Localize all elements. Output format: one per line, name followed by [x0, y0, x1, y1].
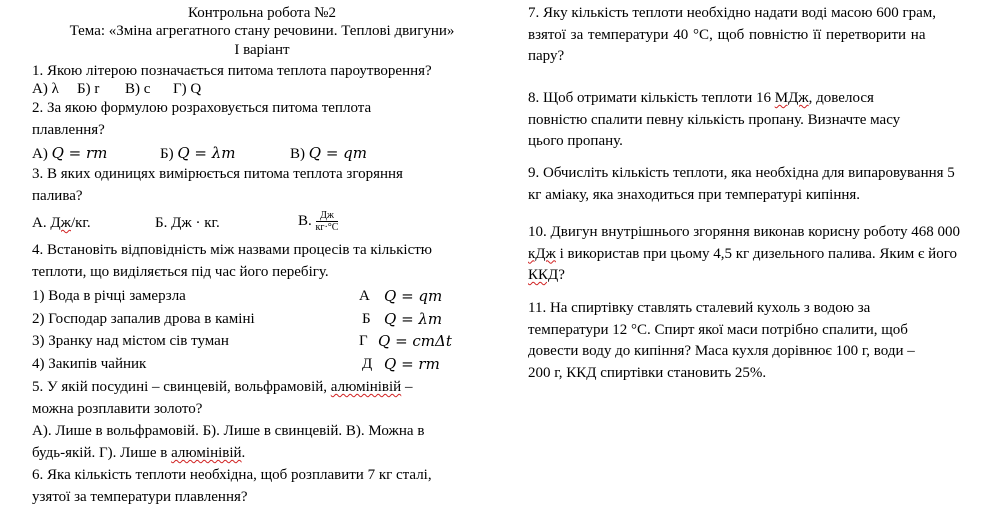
q4-letter-3: Г: [359, 333, 368, 349]
q3-option-a-suffix: /кг.: [70, 215, 91, 231]
q5-options-line2-text: будь-якій. Г). Лише в: [32, 445, 172, 461]
q9-paragraph: [528, 163, 977, 206]
q10-line2-text: і використав при цьому 4,5 кг дизельного палива. Яким є його: [555, 245, 957, 262]
test-topic: Тема: «Зміна агрегатного стану речовини. Теплові двигуни»: [69, 23, 455, 39]
q3-fraction-numerator: Дж: [316, 210, 339, 222]
q3-option-a-unit: Дж: [50, 215, 71, 231]
q4-text-line2: теплоти, що виділяється під час його перебігу.: [32, 264, 329, 280]
q2-option-a-label: А): [32, 146, 48, 162]
q2-option-c-label: В): [290, 146, 305, 162]
q2-text-line1: 2. За якою формулою розраховується питома теплота: [32, 100, 372, 116]
test-title: Контрольна робота №2: [188, 5, 336, 21]
q4-formula-4: Q = rm: [384, 355, 440, 373]
q3-option-a-prefix: А.: [32, 215, 51, 231]
q4-letter-2: Б: [362, 311, 371, 327]
q3-option-c: [298, 206, 338, 236]
q8-line1-unit: МДж: [774, 90, 809, 106]
q5-options-line2-end: .: [241, 445, 246, 461]
q1-text: 1. Якою літерою позначається питома теплота пароутворення?: [32, 63, 432, 79]
q5-line1-dash: –: [401, 379, 413, 395]
q1-option-d: Г) Q: [173, 81, 202, 97]
q10-line3-end: ?: [558, 267, 565, 283]
q4-formula-1: Q = qm: [384, 287, 443, 305]
q2-option-a: [32, 143, 107, 164]
q2-option-c-formula: Q = qm: [308, 144, 367, 162]
q3-option-c-label: В.: [298, 213, 312, 229]
q3-option-c-fraction: [316, 210, 339, 233]
q8-text-line3: цього пропану.: [528, 133, 623, 149]
q2-option-b-label: Б): [160, 146, 174, 162]
q8-text-line2: повністю спалити певну кількість пропану. Визначте масу: [528, 111, 901, 128]
q4-process-1: 1) Вода в річці замерзла: [32, 288, 186, 304]
q6-text-line1: 6. Яка кількість теплоти необхідна, щоб розплавити 7 кг сталі,: [32, 467, 432, 483]
q5-line1-text: 5. У якій посудині – свинцевій, вольфрамовій,: [32, 379, 331, 395]
q4-process-2: 2) Господар запалив дрова в каміні: [32, 311, 255, 327]
q3-fraction-denominator: кг·°С: [315, 222, 339, 234]
q3-text-line2: палива?: [32, 188, 83, 204]
q11-text-line3: довести воду до кипіння? Маса кухля дорівнює 100 г, води –: [528, 343, 915, 359]
q2-option-a-formula: Q = rm: [51, 144, 108, 162]
q5-text-line1: [32, 377, 412, 397]
q8-line1-end: , довелося: [808, 90, 874, 106]
q10-line2-unit: кДж: [528, 245, 556, 262]
q11-paragraph: [528, 298, 977, 384]
q11-text-line2: температури 12 °С. Спирт якої маси потрібно спалити, щоб: [528, 321, 908, 338]
q8-paragraph: [528, 88, 977, 153]
q5-options-line1: А). Лише в вольфрамовій. Б). Лише в свинцевій. В). Можна в: [32, 423, 425, 439]
q5-options-line2-word: алюмінівій: [171, 445, 242, 461]
q2-option-c: [290, 143, 367, 164]
q5-options-line2: [32, 443, 245, 463]
q9-text-line2: кг аміаку, яка знаходиться при температурі кипіння.: [528, 186, 861, 203]
q9-text-line1: 9. Обчисліть кількість теплоти, яка необхідна для випаровування 5: [528, 165, 955, 181]
q3-option-a: [32, 213, 91, 233]
variant-label: І варіант: [234, 42, 290, 58]
q2-text-line2: плавлення?: [32, 122, 105, 138]
q11-text-line1: 11. На спиртівку ставлять сталевий кухоль з водою за: [528, 300, 871, 316]
q10-paragraph: [528, 222, 977, 287]
q1-option-b: Б) r: [77, 81, 100, 97]
q4-process-4: 4) Закипів чайник: [32, 356, 147, 372]
q2-option-b: [160, 143, 236, 164]
q3-text-line1: 3. В яких одиницях вимірюється питома теплота згоряння: [32, 166, 403, 182]
q10-text-line1: 10. Двигун внутрішнього згоряння виконав корисну роботу 468 000: [528, 224, 960, 240]
q6-text-line2: узятої за температури плавлення?: [32, 489, 248, 505]
q4-formula-3: Q = cmΔt: [378, 332, 452, 350]
q10-text-line3: [528, 265, 977, 287]
q10-text-line2: [528, 244, 977, 266]
q1-option-a: А) λ: [32, 81, 59, 97]
q8-line1-text: 8. Щоб отримати кількість теплоти 16: [528, 90, 775, 106]
q4-process-3: 3) Зранку над містом сів туман: [32, 333, 229, 349]
q4-letter-4: Д: [362, 356, 373, 372]
q1-option-c: В) c: [125, 81, 151, 97]
q11-text-line4: 200 г, ККД спиртівки становить 25%.: [528, 364, 767, 381]
q5-text-line2: можна розплавити золото?: [32, 401, 203, 417]
q7-text-line3: пару?: [528, 48, 565, 64]
q5-line1-word: алюмінівій: [330, 379, 402, 395]
q10-line3-abbr: ККД: [528, 267, 559, 283]
q2-option-b-formula: Q = λm: [177, 144, 236, 162]
q4-text-line1: 4. Встановіть відповідність між назвами процесів та кількістю: [32, 242, 433, 258]
q4-letter-1: А: [359, 288, 370, 304]
q7-text-line1: 7. Яку кількість теплоти необхідно надати воді масою 600 грам,: [528, 5, 937, 21]
q8-text-line1: [528, 88, 977, 110]
q3-option-b: Б. Дж · кг.: [155, 215, 220, 231]
q7-paragraph: [528, 3, 977, 68]
q7-text-line2: взятої за температури 40 °С, щоб повністю її перетворити на: [528, 26, 926, 43]
q4-formula-2: Q = λm: [384, 310, 443, 328]
